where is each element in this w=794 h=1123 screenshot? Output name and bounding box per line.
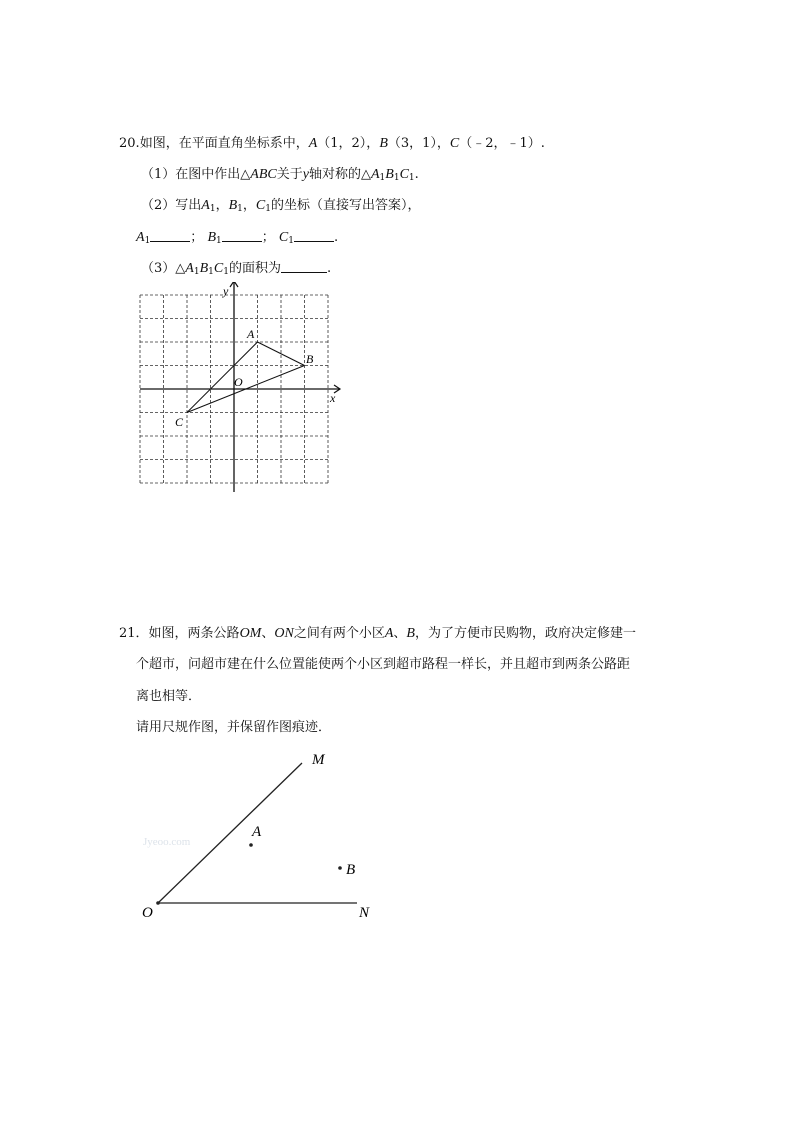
semicolon: ；: [190, 230, 204, 245]
answer-blank-c1[interactable]: [294, 229, 334, 242]
part1-axis: y: [302, 167, 309, 182]
point-a-coords: （1，2），: [317, 136, 380, 151]
q21-number: 21．: [119, 626, 149, 641]
part3-text-after: 的面积为: [228, 261, 281, 276]
p3-b1: B: [199, 261, 209, 276]
point-a-dot: [249, 843, 253, 847]
point-b-dot: [338, 866, 342, 870]
label-n: N: [359, 905, 370, 921]
comma: ，: [215, 198, 229, 213]
x-axis-label: x: [330, 391, 336, 405]
period: .: [326, 261, 332, 276]
q20-intro: 如图，在平面直角坐标系中，: [139, 136, 309, 151]
q20-line1: [119, 135, 545, 153]
sub-1: 1: [193, 267, 200, 277]
p3-c1: C: [213, 261, 224, 276]
q20-part1: [141, 166, 419, 187]
point-o-dot: [156, 901, 160, 905]
community-b-label: B: [406, 626, 415, 641]
segment-ca: [187, 342, 258, 413]
label-m: M: [312, 752, 325, 768]
tri1-b: B: [385, 167, 394, 182]
q21-text-b: 之间有两个小区: [293, 626, 385, 641]
road-om-label: OM: [239, 626, 262, 641]
triangle-symbol: △: [175, 261, 186, 276]
community-a-label: A: [384, 626, 394, 641]
sub-1: 1: [237, 204, 243, 214]
point-b-label: B: [379, 136, 388, 151]
separator: 、: [393, 626, 407, 641]
angle-figure: [135, 745, 385, 930]
sub-1: 1: [208, 267, 214, 277]
q20-part2: [141, 197, 421, 218]
answer-c1-label: C: [278, 230, 289, 245]
part1-text-mid: 关于: [276, 167, 303, 182]
part3-number: （3）: [141, 261, 176, 276]
period: .: [333, 230, 339, 245]
sub-1: 1: [379, 173, 386, 183]
origin-label: O: [234, 375, 243, 389]
q21-line2: 个超市，问超市建在什么位置能使两个小区到超市路程一样长，并且超市到两条公路距: [136, 657, 631, 672]
sub-1: 1: [223, 267, 229, 277]
label-c1: C: [255, 198, 266, 213]
q21-text-c: ，为了方便市民购物，政府决定修建一: [414, 626, 636, 641]
point-c-coords: （﹣2，﹣1）.: [459, 136, 545, 151]
p3-a1: A: [185, 261, 194, 276]
label-o: O: [142, 905, 153, 921]
sub-1: 1: [216, 236, 222, 246]
label-b1: B: [228, 198, 238, 213]
part2-number: （2）: [141, 198, 176, 213]
part1-text-after: 轴对称的△: [308, 167, 371, 182]
period: .: [414, 167, 419, 182]
tri1-a: A: [370, 167, 380, 182]
sub-1: 1: [288, 236, 294, 246]
q20-number: 20.: [119, 136, 140, 151]
point-a-graph-label: A: [247, 327, 255, 341]
label-b: B: [346, 862, 356, 878]
road-on-label: ON: [274, 626, 294, 641]
part1-number: （1）: [141, 167, 176, 182]
sub-1: 1: [393, 173, 400, 183]
part2-text-before: 写出: [175, 198, 202, 213]
q21-line1: [119, 625, 636, 643]
separator: 、: [261, 626, 275, 641]
sub-1: 1: [144, 236, 151, 246]
q20-part3: [141, 260, 331, 281]
q20-part2-answers: [136, 229, 338, 250]
answer-blank-area[interactable]: [281, 260, 327, 273]
tri1-c: C: [399, 167, 409, 182]
point-c-graph-label: C: [175, 415, 184, 429]
label-a: A: [252, 824, 262, 840]
point-c-label: C: [449, 136, 460, 151]
answer-blank-b1[interactable]: [222, 229, 262, 242]
comma: ，: [242, 198, 256, 213]
point-b-coords: （3，1），: [387, 136, 450, 151]
part1-triangle: ABC: [250, 167, 277, 182]
q21-line4: 请用尺规作图，并保留作图痕迹．: [136, 720, 332, 735]
sub-1: 1: [265, 204, 271, 214]
q21-line3: 离也相等．: [136, 689, 202, 704]
point-a-label: A: [308, 136, 318, 151]
sub-1: 1: [408, 173, 415, 183]
answer-a1-label: A: [136, 230, 145, 245]
sub-1: 1: [209, 204, 216, 214]
label-a1: A: [201, 198, 210, 213]
part2-text-after: 的坐标（直接写出答案），: [271, 198, 421, 213]
point-b-graph-label: B: [306, 352, 314, 366]
answer-blank-a1[interactable]: [150, 229, 190, 242]
coordinate-grid: [130, 282, 345, 492]
answer-b1-label: B: [207, 230, 217, 245]
q21-text-a: 如图，两条公路: [148, 626, 240, 641]
semicolon: ；: [261, 230, 275, 245]
ray-om: [158, 763, 302, 903]
y-axis-label: y: [223, 284, 229, 298]
watermark: Jyeoo.com: [143, 836, 191, 848]
part1-text-before: 在图中作出△: [175, 167, 251, 182]
